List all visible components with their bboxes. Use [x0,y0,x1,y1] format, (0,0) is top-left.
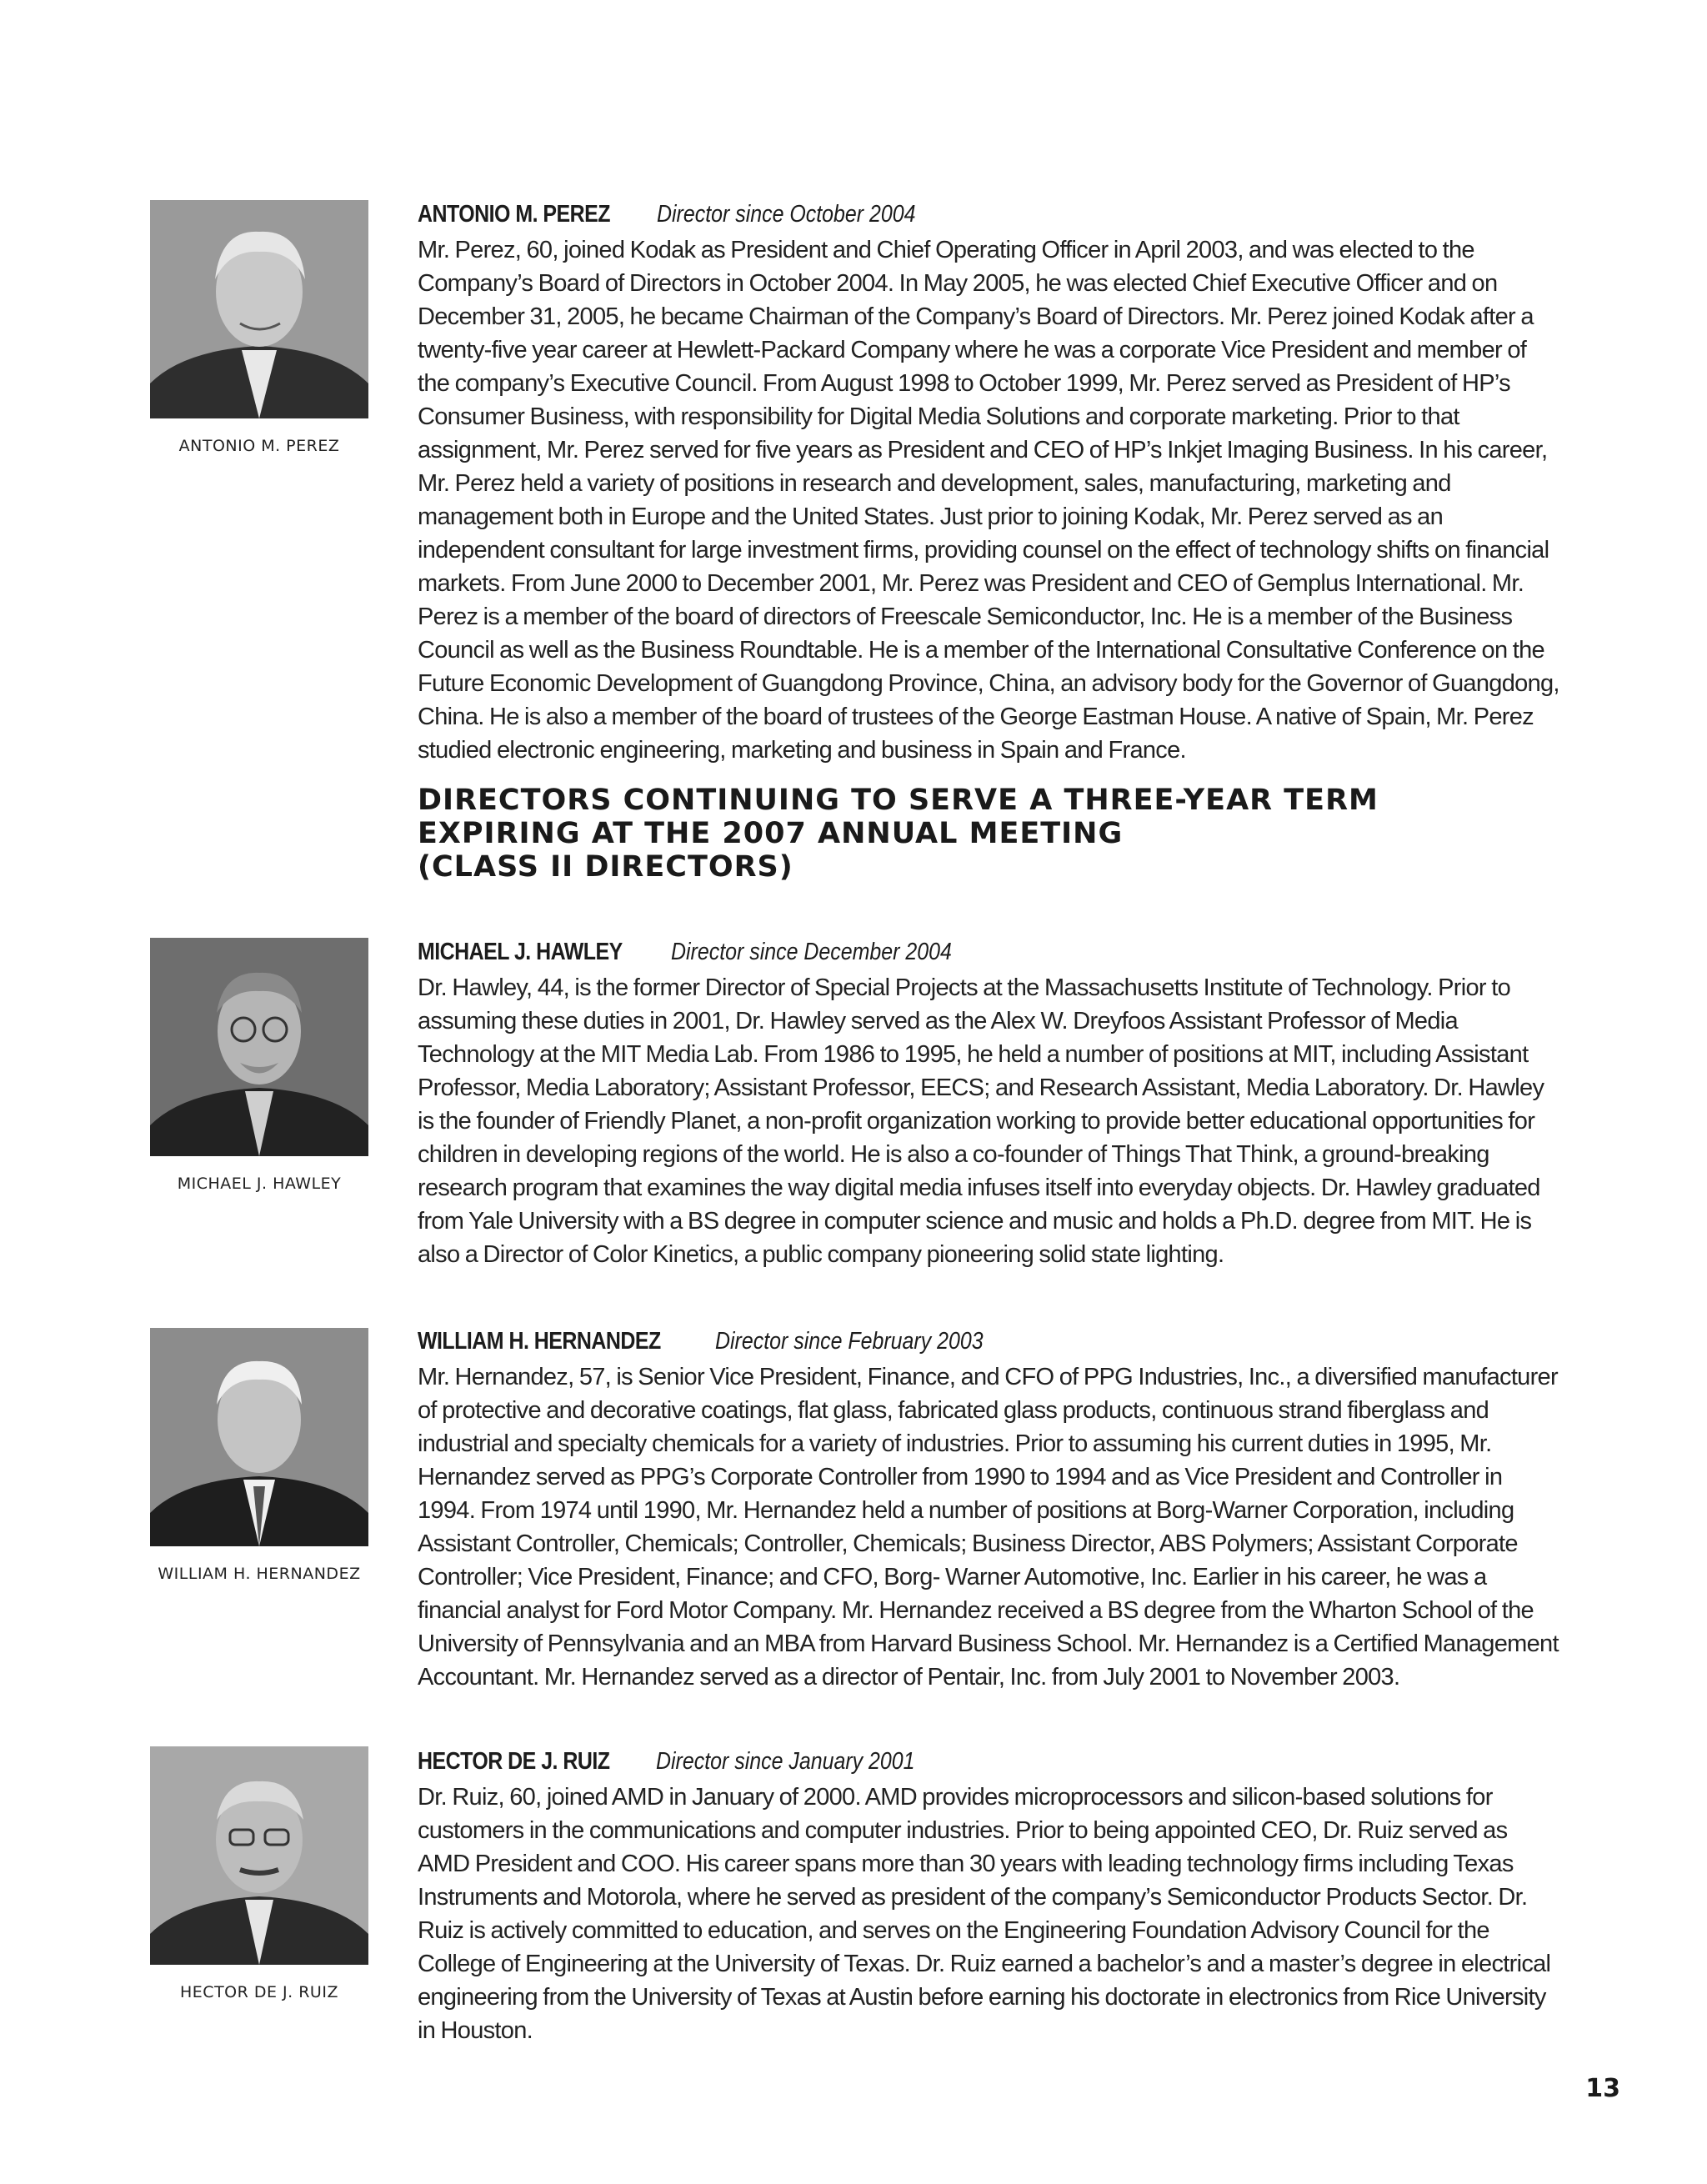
bio-paragraph: Dr. Ruiz, 60, joined AMD in January of 2000. AMD provides microprocessors and silicon-based solutions for customers in the communications and computer industries. Prior to being appointed CEO, Dr. Ruiz served as AMD President and COO. His career spans more than 30 years with leading technology firms including Texas Instruments and Motorola, where he served as president of the company’s Semiconductor Products Sector. Dr. Ruiz is actively committed to education, and serves on the Engineering Foundation Advisory Council for the College of Engineering at the University of Texas. Dr. Ruiz earned a bachelor’s and a master’s degree in electrical engineering from the University of Texas at Austin before earning his doctorate in electronics from Rice University in Houston. [418,1784,1551,2044]
bio-paragraph: Mr. Hernandez, 57, is Senior Vice President, Finance, and CFO of PPG Industries, Inc., a diversified manufacturer of protective and decorative coatings, flat glass, fabricated glass products, continuous strand fiberglass and industrial and specialty chemicals for a variety of industries. Prior to assuming his current duties in 1995, Mr. Hernandez served as PPG’s Corporate Controller from 1990 to 1994 and as Vice President and Controller in 1994. From 1974 until 1990, Mr. Hernandez held a number of positions at Borg-Warner Corporation, including Assistant Controller, Chemicals; Controller, Chemicals; Business Director, ABS Polymers; Assistant Corporate Controller; Vice President, Finance; and CFO, Borg- Warner Automotive, Inc. Earlier in his career, he was a financial analyst for Ford Motor Company. Mr. Hernandez received a BS degree from the Wharton School of the University of Pennsylvania and an MBA from Harvard Business School. Mr. Hernandez is a Certified Management Accountant. Mr. Hernandez served as a director of Pentair, Inc. from July 2001 to November 2003. [418,1364,1559,1691]
section-title [418,784,1584,884]
bio-heading [418,1325,1559,1357]
director-portrait-photo [150,1328,368,1546]
bio-paragraph: Mr. Perez, 60, joined Kodak as President and Chief Operating Officer in April 2003, and was elected to the Company’s Board of Directors in October 2004. In May 2005, he was elected Chief Executive Officer and on December 31, 2005, he became Chairman of the Company’s Board of Directors. Mr. Perez joined Kodak after a twenty-five year career at Hewlett-Packard Company where he was a corporate Vice President and member of the company’s Executive Council. From August 1998 to October 1999, Mr. Perez served as President of HP’s Consumer Business, with responsibility for Digital Media Solutions and corporate marketing. Prior to that assignment, Mr. Perez served for five years as President and CEO of HP’s Inkjet Imaging Business. In his career, Mr. Perez held a variety of positions in research and development, sales, manufacturing, marketing and management both in Europe and the United States. Just prior to joining Kodak, Mr. Perez served as an independent consultant for large investment firms, providing counsel on the effect of technology shifts on financial markets. From June 2000 to December 2001, Mr. Perez was President and CEO of Gemplus International. Mr. Perez is a member of the board of directors of Freescale Semiconductor, Inc. He is a member of the Business Council as well as the Business Roundtable. He is a member of the International Consultative Conference on the Future Economic Development of Guangdong Province, China, an advisory body for the Governor of Guangdong, China. He is also a member of the board of trustees of the George Eastman House. A native of Spain, Mr. Perez studied electronic engineering, marketing and business in Spain and France. [418,237,1559,764]
director-name: WILLIAM H. HERNANDEZ [418,1328,661,1355]
photo-caption: ANTONIO M. PEREZ [178,437,340,455]
director-name: HECTOR DE J. RUIZ [418,1748,610,1775]
director-photo-block [150,200,368,455]
portrait-silhouette-icon [150,1328,368,1546]
director-portrait-photo [150,1746,368,1965]
director-since: Director since February 2003 [715,1328,984,1355]
bio-heading [418,936,1559,968]
director-photo-block [150,1746,368,2001]
portrait-silhouette-icon [150,938,368,1156]
director-bio [418,198,1559,767]
photo-caption: HECTOR DE J. RUIZ [180,1983,338,2001]
bio-heading [418,1746,1559,1777]
section-title-line: (CLASS II DIRECTORS) [418,850,793,884]
director-photo-block [150,1328,368,1583]
director-since: Director since October 2004 [656,201,916,228]
section-title-line: DIRECTORS CONTINUING TO SERVE A THREE-YEAR TERM [418,784,1379,817]
director-bio [418,1325,1559,1694]
director-portrait-photo [150,200,368,418]
photo-caption: WILLIAM H. HERNANDEZ [158,1565,361,1583]
director-photo-block [150,938,368,1193]
director-name: ANTONIO M. PEREZ [418,201,611,228]
section-title-line: EXPIRING AT THE 2007 ANNUAL MEETING [418,817,1124,850]
portrait-silhouette-icon [150,200,368,418]
director-name: MICHAEL J. HAWLEY [418,939,623,965]
director-since: Director since January 2001 [656,1748,915,1775]
page-number: 13 [1585,2074,1620,2103]
director-portrait-photo [150,938,368,1156]
bio-paragraph: Dr. Hawley, 44, is the former Director of Special Projects at the Massachusetts Institute of Technology. Prior to assuming these duties in 2001, Dr. Hawley served as the Alex W. Dreyfoos Assistant Professor of Media Technology at the MIT Media Lab. From 1986 to 1995, he held a number of positions at MIT, including Assistant Professor, Media Laboratory; Assistant Professor, EECS; and Research Assistant, Media Laboratory. Dr. Hawley is the founder of Friendly Planet, a non-profit organization working to provide better educational opportunities for children in developing regions of the world. He is also a co-founder of Things That Think, a ground-breaking research program that examines the way digital media infuses itself into everyday objects. Dr. Hawley graduated from Yale University with a BS degree in computer science and music and holds a Ph.D. degree from MIT. He is also a Director of Color Kinetics, a public company pioneering solid state lighting. [418,974,1544,1268]
photo-caption: MICHAEL J. HAWLEY [177,1175,342,1193]
director-since: Director since December 2004 [670,939,952,965]
bio-heading [418,198,1559,230]
portrait-silhouette-icon [150,1746,368,1965]
director-bio [418,1746,1559,2047]
director-bio [418,936,1559,1271]
